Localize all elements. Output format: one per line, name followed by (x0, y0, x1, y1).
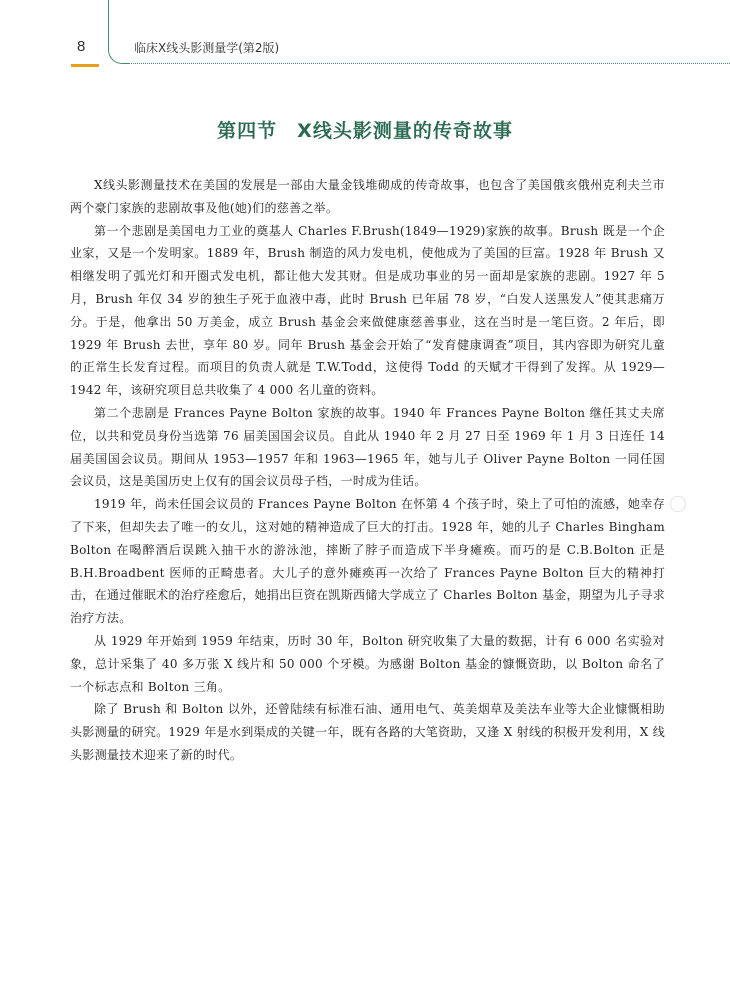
paragraph: 第一个悲剧是美国电力工业的奠基人 Charles F.Brush(1849—1929)家族的故事。Brush 既是一个企业家，又是一个发明家。1889 年，Brush 制造的风力发电机，使他成为了美国的巨富。1928 年 Brush 又相继发明了弧光灯和开圈式发电机，都让他大发其财。但是成功事业的另一面却是家族的悲剧。1927 年 5 月，Brush 年仅 34 岁的独生子死于血液中毒，此时 Brush 已年届 78 岁，“白发人送黑发人”使其悲痛万分。于是，他拿出 50 万美金，成立 Brush 基金会来做健康慈善事业，这在当时是一笔巨资。2 年后，即 1929 年 Brush 去世，享年 80 岁。同年 Brush 基金会开始了“发育健康调查”项目，其内容即为研究儿童的正常生长发育过程。而项目的负责人就是 T.W.Todd，这使得 Todd 的天赋才干得到了发挥。从 1929—1942 年，该研究项目总共收集了 4 000 名儿童的资料。 (70, 223, 665, 398)
book-title: 临床X线头影测量学(第2版) (134, 41, 280, 55)
margin-circle-icon (670, 496, 686, 512)
paragraph: X线头影测量技术在美国的发展是一部由大量金钱堆砌成的传奇故事，也包含了美国俄亥俄州克利夫兰市两个豪门家族的悲剧故事及他(她)们的慈善之举。 (70, 178, 665, 215)
page-number-underline (71, 64, 99, 67)
body-text (70, 174, 665, 767)
page-header (0, 0, 730, 72)
paragraph: 1919 年，尚未任国会议员的 Frances Payne Bolton 在怀第 4 个孩子时，染上了可怕的流感，她幸存了下来，但却失去了唯一的女儿，这对她的精神造成了巨大的打击。1928 年，她的儿子 Charles Bingham Bolton 在喝醉酒后误跳入抽干水的游泳池，摔断了脖子而造成下半身瘫痪。而巧的是 C.B.Bolton 正是 B.H.Broadbent 医师的正畸患者。大儿子的意外瘫痪再一次给了 Frances Payne Bolton 巨大的精神打击，在通过催眠术的治疗痊愈后，她捐出巨资在凯斯西储大学成立了 Charles Bolton 基金，期望为儿子寻求治疗方法。 (70, 497, 665, 626)
paragraph: 从 1929 年开始到 1959 年结束，历时 30 年，Bolton 研究收集了大量的数据，计有 6 000 名实验对象，总计采集了 40 多万张 X 线片和 50 000 个牙模。为感谢 Bolton 基金的慷慨资助，以 Bolton 命名了一个标志点和 Bolton 三角。 (70, 633, 665, 694)
page-number: 8 (77, 38, 86, 55)
header-tab-divider (108, 0, 128, 64)
paragraph: 第二个悲剧是 Frances Payne Bolton 家族的故事。1940 年 Frances Payne Bolton 继任其丈夫席位，以共和党员身份当选第 76 届美国国会议员。自此从 1940 年 2 月 27 日至 1969 年 1 月 3 日连任 14 届美国国会议员。期间从 1953—1957 年和 1963—1965 年，她与儿子 Oliver Payne Bolton 一同任国会议员，这是美国历史上仅有的国会议员母子档，一时成为佳话。 (70, 405, 665, 489)
section-title: 第四节 X线头影测量的传奇故事 (217, 120, 513, 142)
paragraph: 除了 Brush 和 Bolton 以外，还曾陆续有标准石油、通用电气、英美烟草及美法车业等大企业慷慨相助头影测量的研究。1929 年是水到渠成的关键一年，既有各路的大笔资助，又逢 X 射线的积极开发利用，X 线头影测量技术迎来了新的时代。 (70, 702, 665, 762)
header-dotted-rule (128, 63, 730, 64)
